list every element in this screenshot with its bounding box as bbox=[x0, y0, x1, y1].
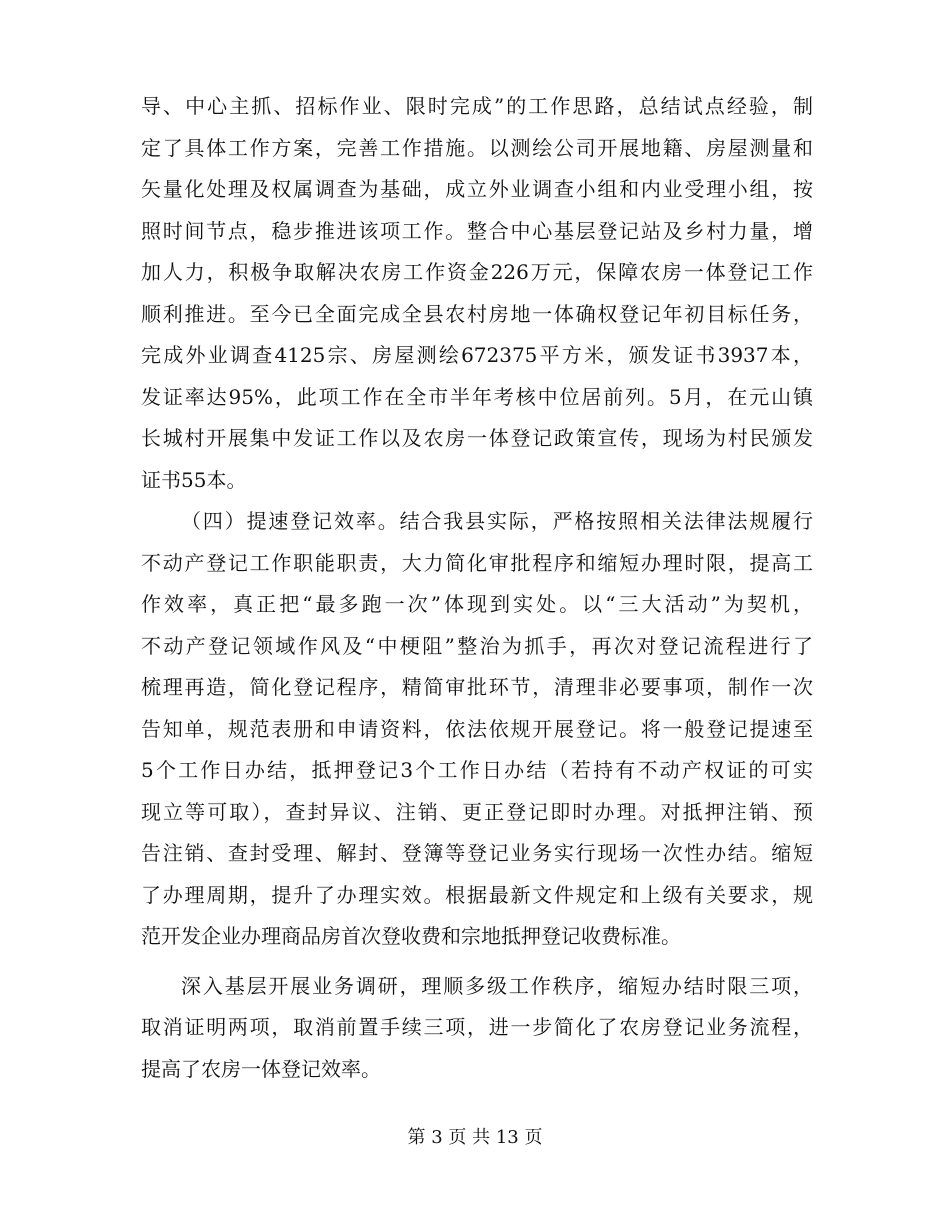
text-line: 完成外业调查4125宗、房屋测绘672375平方米，颁发证书3937本， bbox=[141, 343, 813, 367]
text-line: 不动产登记工作职能职责，大力简化审批程序和缩短办理时限，提高工 bbox=[141, 550, 813, 575]
text-line: 不动产登记领域作风及“中梗阻”整治为抓手，再次对登记流程进行了 bbox=[141, 633, 813, 658]
text-line: 证书55本。 bbox=[141, 467, 247, 492]
paragraph-grassroots-research bbox=[141, 966, 813, 1091]
paragraph-registration-efficiency bbox=[141, 501, 813, 958]
text-line: 告注销、查封受理、解封、登簿等登记业务实行现场一次性办结。缩短 bbox=[141, 841, 813, 865]
text-line: 深入基层开展业务调研，理顺多级工作秩序，缩短办结时限三项， bbox=[181, 973, 813, 998]
text-line: 加人力，积极争取解决农房工作资金226万元，保障农房一体登记工作 bbox=[141, 260, 813, 284]
text-line: 现立等可取），查封异议、注销、更正登记即时办理。对抵押注销、预 bbox=[141, 799, 813, 824]
text-line: 取消证明两项，取消前置手续三项，进一步简化了农房登记业务流程， bbox=[141, 1015, 813, 1039]
text-line: 发证率达95%，此项工作在全市半年考核中位居前列。5月，在元山镇 bbox=[141, 384, 813, 409]
text-line: 定了具体工作方案，完善工作措施。以测绘公司开展地籍、房屋测量和 bbox=[141, 135, 813, 160]
text-line: 告知单，规范表册和申请资料，依法依规开展登记。将一般登记提速至 bbox=[141, 716, 813, 741]
text-line: 提高了农房一体登记效率。 bbox=[141, 1056, 381, 1081]
text-line: 梳理再造，简化登记程序，精简审批环节，清理非必要事项，制作一次 bbox=[141, 675, 813, 699]
text-line: 5个工作日办结，抵押登记3个工作日办结（若持有不动产权证的可实 bbox=[141, 758, 813, 782]
paragraph-spacer bbox=[141, 958, 813, 966]
page-number-footer: 第 3 页 共 13 页 bbox=[407, 1127, 543, 1148]
text-line: 照时间节点，稳步推进该项工作。整合中心基层登记站及乡村力量，增 bbox=[141, 218, 813, 243]
paragraph-rural-housing-registration bbox=[141, 86, 813, 501]
text-line: 导、中心主抓、招标作业、限时完成”的工作思路，总结试点经验，制 bbox=[141, 94, 813, 118]
text-line: 作效率，真正把“最多跑一次”体现到实处。以“三大活动”为契机， bbox=[141, 592, 813, 616]
text-line: 长城村开展集中发证工作以及农房一体登记政策宣传，现场为村民颁发 bbox=[141, 426, 813, 450]
text-line: 了办理周期，提升了办理实效。根据最新文件规定和上级有关要求，规 bbox=[141, 882, 813, 907]
text-line: 范开发企业办理商品房首次登收费和宗地抵押登记收费标准。 bbox=[141, 924, 681, 948]
text-line: 矢量化处理及权属调查为基础，成立外业调查小组和内业受理小组，按 bbox=[141, 177, 813, 201]
text-line: 顺利推进。至今已全面完成全县农村房地一体确权登记年初目标任务， bbox=[141, 301, 813, 326]
text-line: （四）提速登记效率。结合我县实际，严格按照相关法律法规履行 bbox=[181, 509, 813, 533]
document-body bbox=[141, 86, 813, 1090]
